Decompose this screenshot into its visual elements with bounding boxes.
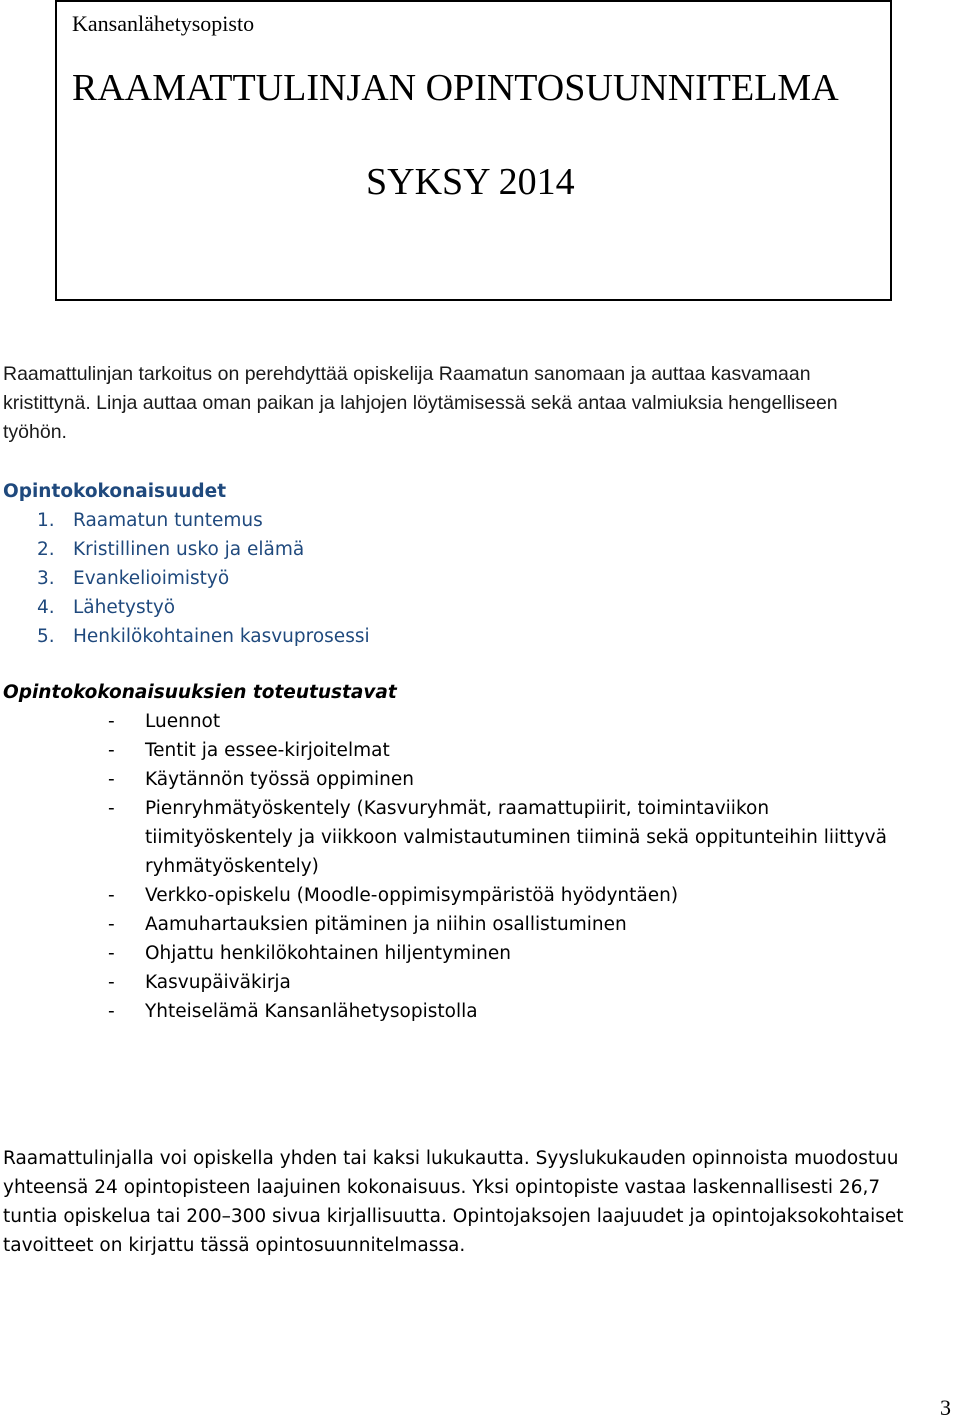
intro-line: kristittynä. Linja auttaa oman paikan ja lahjojen löytämisessä sekä antaa valmiuksia hengelliseen [3,392,838,414]
study-units-heading: Opintokokonaisuudet [3,481,227,502]
item-number: 1. [37,510,55,531]
item-text: Ohjattu henkilökohtainen hiljentyminen [145,943,512,964]
dash-bullet: - [108,798,115,819]
list-item [0,968,950,997]
item-text: ryhmätyöskentely) [145,856,319,877]
item-number: 5. [37,626,55,647]
dash-bullet: - [108,943,115,964]
dash-bullet: - [108,914,115,935]
dash-bullet: - [108,740,115,761]
item-text: Verkko-opiskelu (Moodle-oppimisympäristöä hyödyntäen) [145,885,679,906]
item-label: Henkilökohtainen kasvuprosessi [73,626,370,647]
implementation-heading: Opintokokonaisuuksien toteutustavat [3,682,397,703]
dash-bullet: - [108,769,115,790]
item-text: Kasvupäiväkirja [145,972,291,993]
dash-bullet: - [108,711,115,732]
list-item [0,794,950,881]
item-label: Evankelioimistyö [73,568,230,589]
list-item [0,997,950,1026]
closing-line: yhteensä 24 opintopisteen laajuinen kokonaisuus. Yksi opintopiste vastaa laskennallisesti 26,7 [3,1177,881,1198]
list-item [37,535,370,564]
item-text: Pienryhmätyöskentely (Kasvuryhmät, raamattupiirit, toimintaviikon [145,798,770,819]
list-item [0,910,950,939]
list-item [37,593,370,622]
item-number: 4. [37,597,55,618]
closing-paragraph [3,1144,958,1260]
implementation-list [0,707,950,1026]
item-label: Raamatun tuntemus [73,510,263,531]
list-item [0,736,950,765]
closing-line: tuntia opiskelua tai 200–300 sivua kirjallisuutta. Opintojaksojen laajuudet ja opintojaksokohtaiset [3,1206,904,1227]
list-item [0,707,950,736]
item-label: Lähetystyö [73,597,176,618]
item-text: Käytännön työssä oppiminen [145,769,415,790]
page-number: 3 [940,1395,951,1420]
item-text: Aamuhartauksien pitäminen ja niihin osallistuminen [145,914,627,935]
list-item [0,939,950,968]
list-item [37,622,370,651]
closing-line: tavoitteet on kirjattu tässä opintosuunnitelmassa. [3,1235,466,1256]
title-box [55,0,892,301]
document-title: RAAMATTULINJAN OPINTOSUUNNITELMA [72,67,839,109]
item-text: Tentit ja essee-kirjoitelmat [145,740,390,761]
document-term: SYKSY 2014 [366,161,575,203]
study-units-list [37,506,370,651]
list-item [37,564,370,593]
closing-line: Raamattulinjalla voi opiskella yhden tai kaksi lukukautta. Syyslukukauden opinnoista muodostuu [3,1148,899,1169]
item-text: Yhteiselämä Kansanlähetysopistolla [145,1001,478,1022]
item-number: 3. [37,568,55,589]
list-item [37,506,370,535]
item-label: Kristillinen usko ja elämä [73,539,305,560]
dash-bullet: - [108,885,115,906]
intro-paragraph [3,360,953,447]
dash-bullet: - [108,1001,115,1022]
intro-line: työhön. [3,421,67,443]
item-number: 2. [37,539,55,560]
list-item [0,881,950,910]
dash-bullet: - [108,972,115,993]
institution-name: Kansanlähetysopisto [72,11,255,36]
item-text: Luennot [145,711,221,732]
intro-line: Raamattulinjan tarkoitus on perehdyttää opiskelija Raamatun sanomaan ja auttaa kasvamaan [3,363,811,385]
list-item [0,765,950,794]
item-text: tiimityöskentely ja viikkoon valmistautuminen tiiminä sekä oppitunteihin liittyvä [145,827,887,848]
